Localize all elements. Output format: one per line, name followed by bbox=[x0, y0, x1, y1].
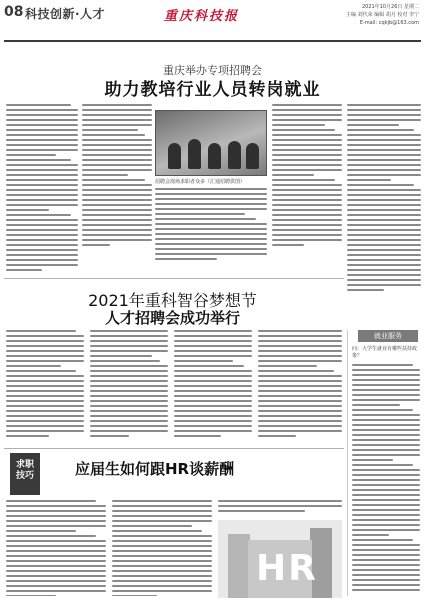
page-number: 08 bbox=[4, 4, 24, 20]
photo-person bbox=[208, 143, 221, 169]
article2-body-col3 bbox=[174, 330, 252, 444]
section-divider bbox=[4, 448, 344, 449]
photo-person bbox=[168, 143, 181, 169]
issue-line: E-mail: cqkjb@163.com bbox=[359, 20, 419, 26]
masthead bbox=[0, 0, 425, 44]
article1-photo-caption: 招聘会现场求职者众多（汇通招聘供图） bbox=[155, 179, 246, 185]
article1-body-col3 bbox=[155, 188, 267, 274]
photo-person bbox=[188, 139, 201, 169]
article2-headline-line2: 人才招聘会成功举行 bbox=[104, 309, 240, 327]
section-name: 科技创新·人才 bbox=[25, 7, 106, 21]
article3-headline: 应届生如何跟HR谈薪酬 bbox=[75, 460, 235, 478]
article1-photo bbox=[155, 110, 267, 176]
article2-body-col2 bbox=[90, 330, 168, 444]
badge-line: 求职 bbox=[15, 460, 34, 470]
article2-body-col1 bbox=[6, 330, 84, 444]
article3-body-col2 bbox=[112, 500, 212, 596]
article1-body-col4 bbox=[272, 104, 342, 274]
article3-body-col3 bbox=[218, 500, 342, 518]
hr-graphic-text: HR bbox=[256, 548, 318, 589]
paper-name: 重庆科技报 bbox=[164, 9, 240, 24]
article1-body-col1 bbox=[6, 104, 78, 274]
hr-illustration bbox=[218, 520, 342, 598]
sidebar-qa bbox=[347, 330, 421, 596]
sidebar-tag: 就业服务 bbox=[358, 330, 418, 342]
article1-headline: 助力教培行业人员转岗就业 bbox=[104, 80, 321, 100]
article1-body-col5 bbox=[347, 104, 421, 324]
article1-body-col2 bbox=[82, 104, 152, 274]
issue-line: 2021年10月26日 星期二 bbox=[361, 4, 419, 10]
masthead-rule bbox=[4, 40, 421, 42]
article3-body-col1 bbox=[6, 500, 106, 596]
article2-headline-line1: 2021年重科智谷梦想节 bbox=[88, 291, 257, 310]
issue-info bbox=[299, 3, 419, 27]
section-divider bbox=[4, 278, 344, 279]
badge-line: 技巧 bbox=[15, 471, 34, 481]
sidebar-question: 问：大学生就业有哪些扶持政策？ bbox=[352, 346, 418, 359]
photo-person bbox=[228, 141, 241, 169]
sidebar-body bbox=[352, 364, 420, 594]
article1-kicker: 重庆举办专项招聘会 bbox=[163, 64, 262, 77]
issue-line: 主编 刘代荣 编辑 胡月 校对 李宁 bbox=[346, 12, 419, 18]
article2-body-col4 bbox=[258, 330, 342, 444]
job-tips-badge bbox=[10, 453, 40, 495]
photo-person bbox=[246, 143, 259, 169]
